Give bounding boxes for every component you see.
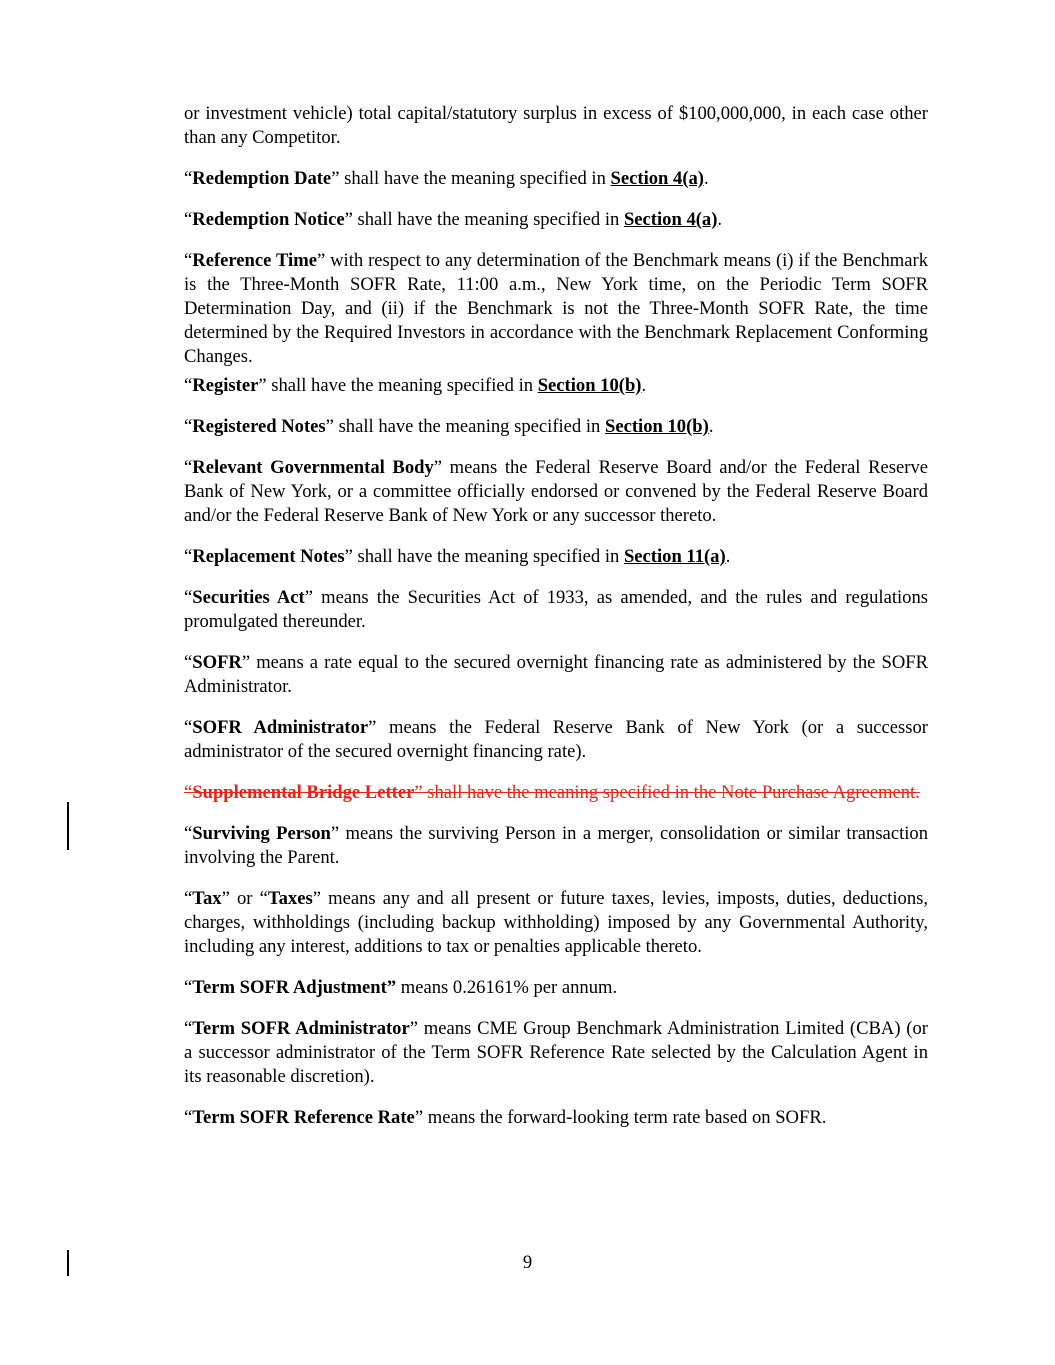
defined-term: Redemption Date (192, 168, 332, 189)
section-reference: Section 4(a) (623, 209, 718, 230)
defined-term: SOFR Administrator (192, 717, 369, 738)
defined-term: Redemption Notice (192, 209, 345, 230)
defined-term: Reference Time (192, 250, 317, 271)
defined-term: Term SOFR Reference Rate (192, 1107, 415, 1128)
definition-replacement-notes: “Replacement Notes” shall have the meaning specified in Section 11(a). (184, 546, 731, 567)
page-number: 9 (522, 1252, 533, 1273)
defined-term: SOFR (192, 652, 242, 673)
definition-tax: “Tax” or “Taxes” means any and all present or future taxes, levies, imposts, duties, deductions, charges, withholdings (including backup withholding) imposed by any Governmental Authority, including any interest, additions to tax or penalties applicable thereto. (184, 888, 928, 957)
definition-surviving-person: “Surviving Person” means the surviving Person in a merger, consolidation or similar transaction involving the Parent. (184, 823, 928, 868)
defined-term: Securities Act (192, 587, 305, 608)
document-page (184, 102, 928, 1147)
defined-term: Tax (192, 888, 222, 909)
definition-register: “Register” shall have the meaning specified in Section 10(b). (184, 375, 647, 396)
defined-term: Surviving Person (192, 823, 331, 844)
section-reference: Section 10(b) (537, 375, 642, 396)
definition-securities-act: “Securities Act” means the Securities Act of 1933, as amended, and the rules and regulations promulgated thereunder. (184, 587, 928, 632)
defined-term: Supplemental Bridge Letter (192, 782, 415, 803)
defined-term: Term SOFR Administrator (192, 1018, 410, 1039)
definition-sofr: “SOFR” means a rate equal to the secured overnight financing rate as administered by the SOFR Administrator. (184, 652, 928, 697)
defined-term: Relevant Governmental Body (192, 457, 434, 478)
definition-reference-time: “Reference Time” with respect to any determination of the Benchmark means (i) if the Benchmark is the Three-Month SOFR Rate, 11:00 a.m., New York time, on the Periodic Term SOFR Determination Day, and (ii) if the Benchmark is not the Three-Month SOFR Rate, the time determined by the Required Investors in accordance with the Benchmark Replacement Conforming Changes. (184, 250, 928, 367)
section-reference: Section 11(a) (623, 546, 726, 567)
definition-registered-notes: “Registered Notes” shall have the meaning specified in Section 10(b). (184, 416, 714, 437)
defined-term: Replacement Notes (192, 546, 345, 567)
definition-term-sofr-adjustment: “Term SOFR Adjustment” means 0.26161% per annum. (184, 977, 618, 998)
defined-term: Term SOFR Adjustment” (192, 977, 397, 998)
definition-sofr-administrator: “SOFR Administrator” means the Federal Reserve Bank of New York (or a successor administrator of the secured overnight financing rate). (184, 717, 928, 762)
defined-term: Taxes (267, 888, 313, 909)
revision-change-bar (67, 802, 69, 850)
defined-term: Register (192, 375, 259, 396)
section-reference: Section 4(a) (610, 168, 704, 189)
section-reference: Section 10(b) (605, 416, 709, 437)
definition-supplemental-bridge-letter-deleted: “Supplemental Bridge Letter” shall have the meaning specified in the Note Purchase Agreement. (184, 782, 920, 803)
definition-redemption-notice: “Redemption Notice” shall have the meaning specified in Section 4(a). (184, 209, 723, 230)
definition-relevant-governmental-body: “Relevant Governmental Body” means the Federal Reserve Board and/or the Federal Reserve Bank of New York, or a committee officially endorsed or convened by the Federal Reserve Board and/or the Federal Reserve Bank of New York or any successor thereto. (184, 457, 928, 526)
defined-term: Registered Notes (192, 416, 326, 437)
definition-term-sofr-administrator: “Term SOFR Administrator” means CME Group Benchmark Administration Limited (CBA) (or a successor administrator of the Term SOFR Reference Rate selected by the Calculation Agent in its reasonable discretion). (184, 1018, 928, 1087)
definition-continuation: or investment vehicle) total capital/statutory surplus in excess of $100,000,000, in each case other than any Competitor. (184, 103, 928, 148)
definition-term-sofr-reference-rate: “Term SOFR Reference Rate” means the forward-looking term rate based on SOFR. (184, 1107, 827, 1128)
definition-redemption-date: “Redemption Date” shall have the meaning specified in Section 4(a). (184, 168, 709, 189)
